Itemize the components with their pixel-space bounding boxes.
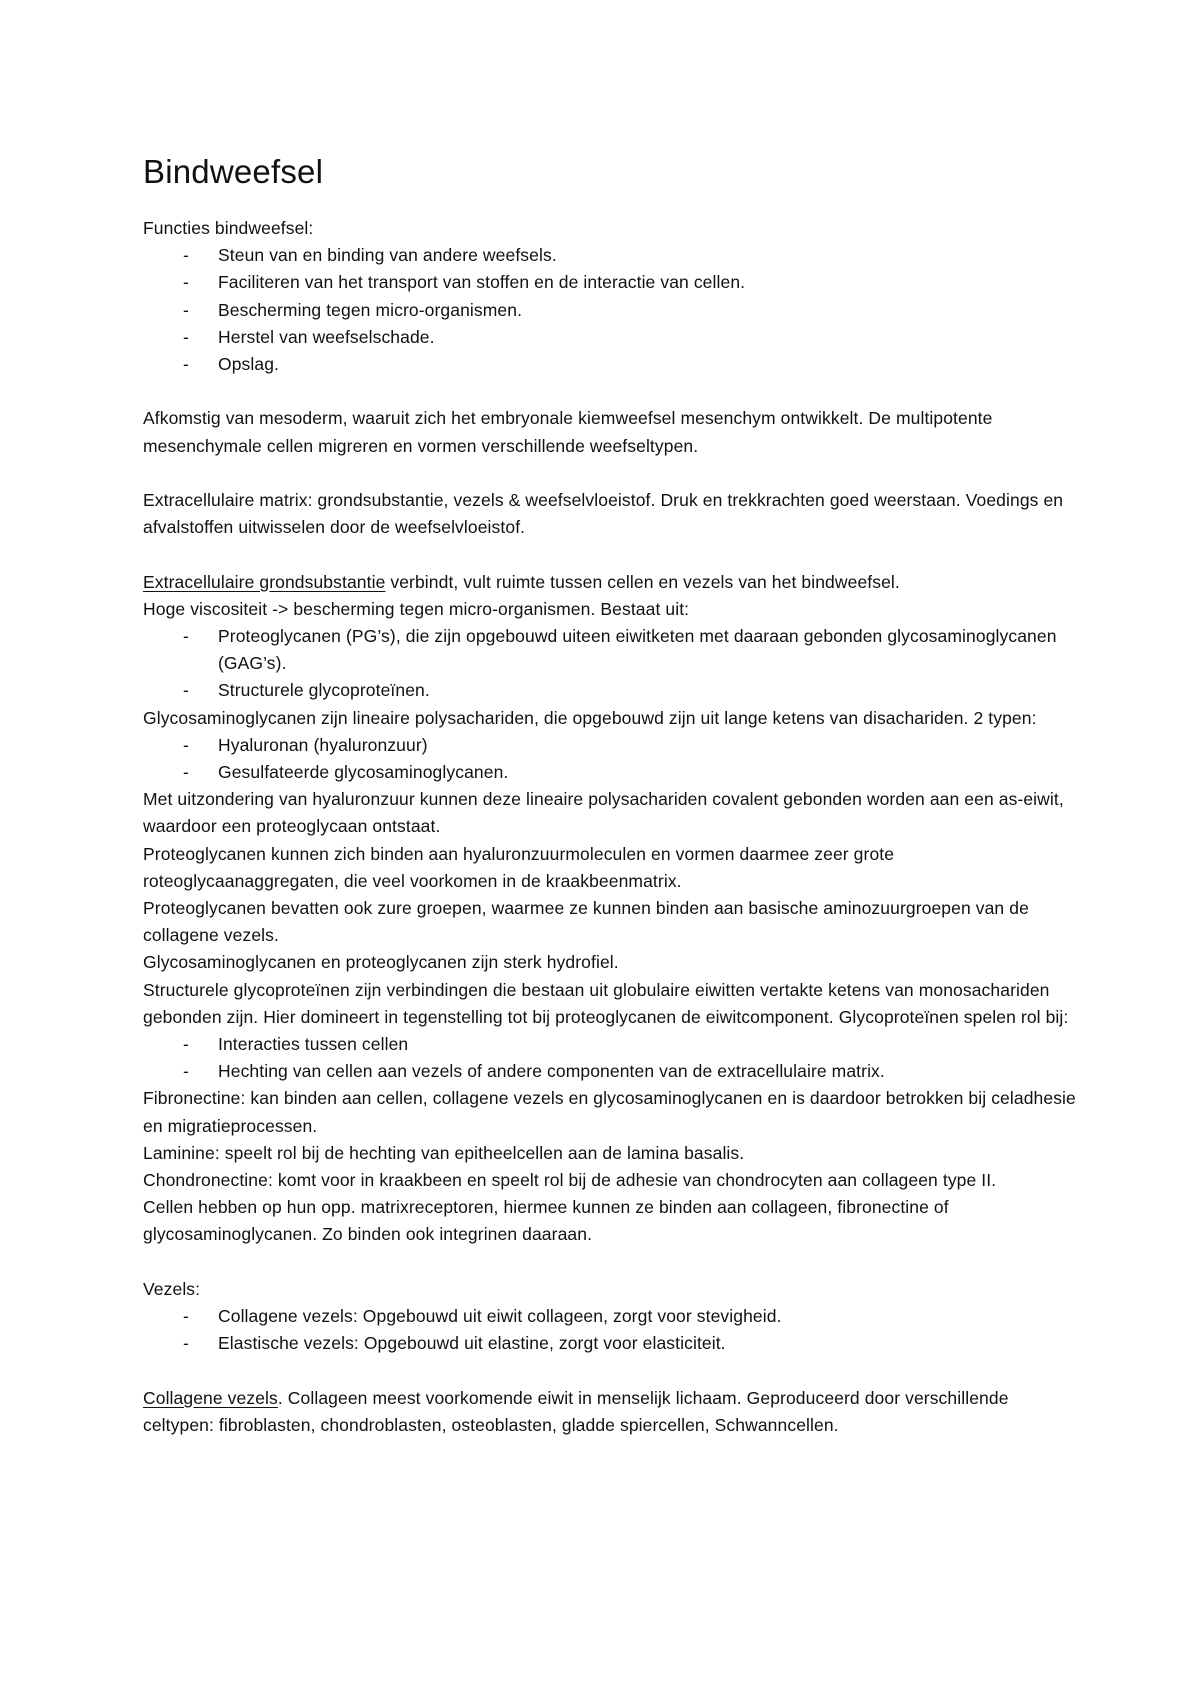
list-item [143, 324, 1083, 351]
dash-bullet: - [183, 1333, 189, 1354]
list-item-text: Herstel van weefselschade. [218, 326, 435, 347]
list-item-text: Proteoglycanen (PG’s), die zijn opgebouwd uiteen eiwitketen met daaraan gebonden glycosaminoglycanen (GAG’s). [218, 626, 1057, 674]
list-item-text: Hechting van cellen aan vezels of andere componenten van de extracellulaire matrix. [218, 1061, 885, 1082]
list-item-text: Structurele glycoproteïnen. [218, 680, 430, 701]
paragraph-spacer [143, 460, 1083, 487]
hydrophilic-paragraph: Glycosaminoglycanen en proteoglycanen zijn sterk hydrofiel. [143, 952, 619, 973]
list-item [143, 623, 1083, 677]
paragraph-spacer [143, 378, 1083, 405]
hyaluron-paragraph: Met uitzondering van hyaluronzuur kunnen deze lineaire polysachariden covalent gebonden worden aan een as-eiwit, waardoor een proteoglycaan ontstaat. [143, 789, 1064, 837]
fibronectine-paragraph: Fibronectine: kan binden aan cellen, collagene vezels en glycosaminoglycanen en is daardoor betrokken bij celadhesie en migratieprocessen. [143, 1088, 1076, 1136]
dash-bullet: - [183, 1061, 189, 1082]
viscosity-line: Hoge viscositeit -> bescherming tegen micro-organismen. Bestaat uit: [143, 598, 690, 619]
dash-bullet: - [183, 299, 189, 320]
dash-bullet: - [183, 1034, 189, 1055]
list-item [143, 269, 1083, 296]
list-item-text: Gesulfateerde glycosaminoglycanen. [218, 762, 509, 783]
document-title: Bindweefsel [143, 153, 324, 190]
collagen-term: Collagene vezels [143, 1387, 278, 1408]
chondronectine-paragraph: Chondronectine: komt voor in kraakbeen en speelt rol bij de adhesie van chondrocyten aan collageen type II. [143, 1170, 997, 1191]
gag-list [143, 732, 1083, 786]
paragraph-spacer [143, 1357, 1083, 1384]
list-item-text: Collagene vezels: Opgebouwd uit eiwit collageen, zorgt voor stevigheid. [218, 1306, 782, 1327]
proteoglycan-binding-paragraph: Proteoglycanen kunnen zich binden aan hyaluronzuurmoleculen en vormen daarmee zeer grote roteoglycaanaggregaten, die veel voorkomen in de kraakbeenmatrix. [143, 843, 895, 891]
paragraph-spacer [143, 541, 1083, 568]
dash-bullet: - [183, 245, 189, 266]
collagen-paragraph [143, 1385, 1083, 1439]
list-item-text: Steun van en binding van andere weefsels. [218, 245, 557, 266]
dash-bullet: - [183, 762, 189, 783]
ground-substance-text: verbindt, vult ruimte tussen cellen en vezels van het bindweefsel. [385, 571, 900, 592]
dash-bullet: - [183, 1306, 189, 1327]
paragraph-spacer [143, 1249, 1083, 1276]
functions-list [143, 242, 1083, 378]
list-item [143, 1303, 1083, 1330]
list-item [143, 1330, 1083, 1357]
functions-heading: Functies bindweefsel: [143, 218, 314, 238]
dash-bullet: - [183, 272, 189, 293]
laminine-paragraph: Laminine: speelt rol bij de hechting van epitheelcellen aan de lamina basalis. [143, 1142, 745, 1163]
collagen-text: . Collageen meest voorkomende eiwit in menselijk lichaam. Geproduceerd door verschillende celtypen: fibroblasten, chondroblasten, osteoblasten, gladde spiercellen, Schwanncellen. [143, 1387, 1009, 1435]
list-item-text: Bescherming tegen micro-organismen. [218, 299, 523, 320]
list-item-text: Hyaluronan (hyaluronzuur) [218, 734, 428, 755]
list-item [143, 732, 1083, 759]
ground-substance-term: Extracellulaire grondsubstantie [143, 571, 386, 592]
ground-substance-list [143, 623, 1083, 705]
fibers-heading: Vezels: [143, 1278, 201, 1299]
dash-bullet: - [183, 680, 189, 701]
gag-paragraph: Glycosaminoglycanen zijn lineaire polysachariden, die opgebouwd zijn uit lange ketens van disachariden. 2 typen: [143, 707, 1037, 728]
list-item [143, 677, 1083, 704]
list-item [143, 351, 1083, 378]
fibers-list [143, 1303, 1083, 1357]
list-item-text: Opslag. [218, 354, 280, 375]
list-item-text: Faciliteren van het transport van stoffen en de interactie van cellen. [218, 272, 746, 293]
list-item [143, 1031, 1083, 1058]
dash-bullet: - [183, 326, 189, 347]
glycoprotein-list [143, 1031, 1083, 1085]
list-item-text: Interacties tussen cellen [218, 1034, 409, 1055]
origin-paragraph: Afkomstig van mesoderm, waaruit zich het embryonale kiemweefsel mesenchym ontwikkelt. De multipotente mesenchymale cellen migreren en vormen verschillende weefseltypen. [143, 408, 993, 456]
dash-bullet: - [183, 354, 189, 375]
dash-bullet: - [183, 734, 189, 755]
proteoglycan-acid-paragraph: Proteoglycanen bevatten ook zure groepen, waarmee ze kunnen binden aan basische aminozuurgroepen van de collagene vezels. [143, 898, 1029, 946]
matrix-paragraph: Extracellulaire matrix: grondsubstantie, vezels & weefselvloeistof. Druk en trekkrachten goed weerstaan. Voedings en afvalstoffen uitwisselen door de weefselvloeistof. [143, 490, 1064, 538]
document-body [143, 150, 1083, 1439]
ground-substance-paragraph [143, 569, 1083, 596]
list-item [143, 297, 1083, 324]
list-item-text: Elastische vezels: Opgebouwd uit elastine, zorgt voor elasticiteit. [218, 1333, 726, 1354]
list-item [143, 759, 1083, 786]
dash-bullet: - [183, 626, 189, 646]
list-item [143, 242, 1083, 269]
receptors-paragraph: Cellen hebben op hun opp. matrixreceptoren, hiermee kunnen ze binden aan collageen, fibronectine of glycosaminoglycanen. Zo binden ook integrinen daaraan. [143, 1197, 949, 1245]
glycoprotein-paragraph: Structurele glycoproteïnen zijn verbindingen die bestaan uit globulaire eiwitten vertakte ketens van monosachariden gebonden zijn. Hier domineert in tegenstelling tot bij proteoglycanen de eiwitcomponent. Glycoproteïnen spelen rol bij: [143, 979, 1069, 1027]
list-item [143, 1058, 1083, 1085]
